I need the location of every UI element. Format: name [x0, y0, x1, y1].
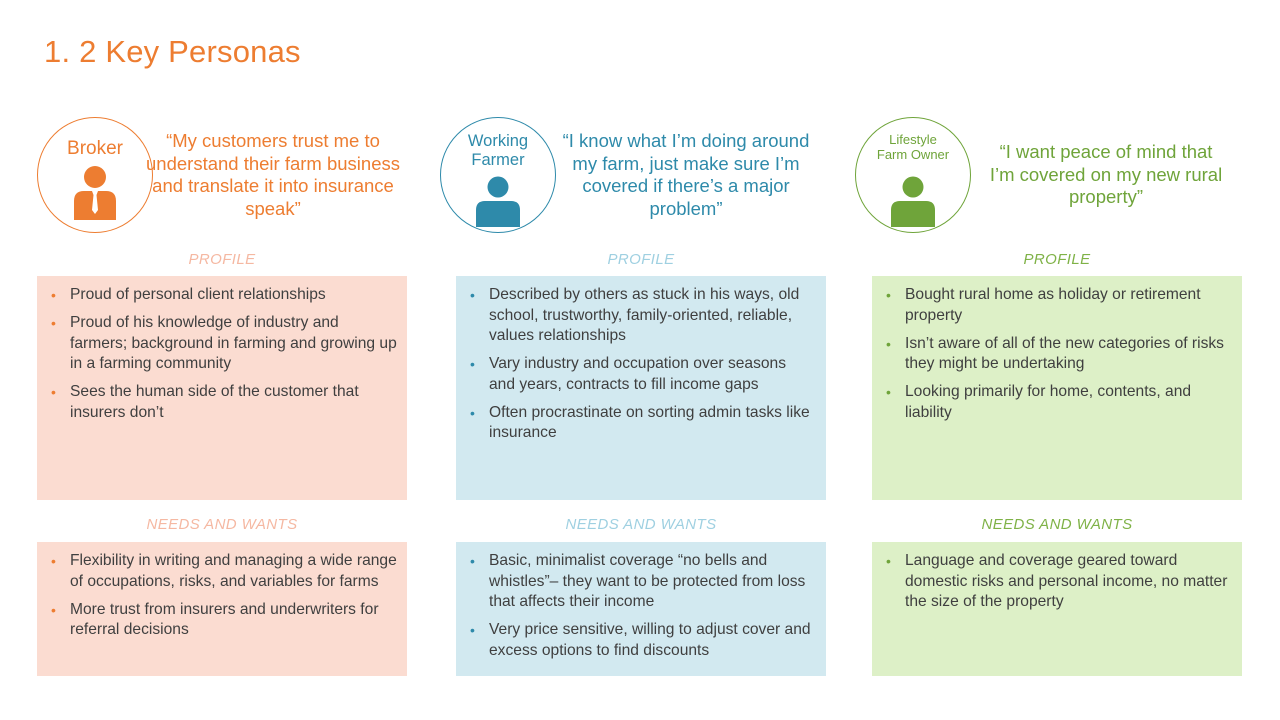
- list-item: • Very price sensitive, willing to adjust cover and excess options to find discounts: [470, 621, 811, 659]
- farmer-needs-box: [456, 542, 826, 676]
- farmer-avatar-circle: [440, 117, 556, 233]
- farmer-profile-box: [456, 276, 826, 500]
- broker-profile-label: PROFILE: [188, 251, 256, 268]
- lifestyle-quote: “I want peace of mind that I’m covered on my new rural property”: [989, 141, 1223, 207]
- lifestyle-needs-label: NEEDS AND WANTS: [981, 516, 1133, 533]
- list-item: • Often procrastinate on sorting admin tasks like insurance: [470, 403, 810, 441]
- list-item: • Looking primarily for home, contents, and liability: [886, 383, 1192, 421]
- list-item: • Bought rural home as holiday or retirement property: [886, 286, 1201, 324]
- farmer-profile-label: PROFILE: [607, 251, 675, 268]
- persona-name-line2: Farmer: [471, 151, 525, 170]
- broker-needs-label: NEEDS AND WANTS: [146, 516, 298, 533]
- farmer-quote: “I know what I’m doing around my farm, just make sure I’m covered if there’s a major problem”: [562, 130, 810, 219]
- broker-needs-box: [37, 542, 407, 676]
- list-item: • Language and coverage geared toward domestic risks and personal income, no matter the size of the property: [886, 552, 1228, 610]
- broker-quote: “My customers trust me to understand their farm business and translate it into insurance speak”: [146, 130, 400, 219]
- list-item: • Flexibility in writing and managing a wide range of occupations, risks, and variables for farms: [51, 552, 397, 590]
- list-item: • More trust from insurers and underwriters for referral decisions: [51, 600, 379, 638]
- lifestyle-profile-label: PROFILE: [1023, 251, 1091, 268]
- person-icon: [890, 176, 936, 228]
- persona-name-line1: Working: [467, 132, 529, 150]
- broker-profile-box: [37, 276, 407, 500]
- page-title: 1. 2 Key Personas: [44, 34, 301, 69]
- broker-avatar-circle: [37, 117, 153, 233]
- persona-name: Broker: [67, 138, 123, 159]
- lifestyle-needs-box: [872, 542, 1242, 676]
- person-icon: [475, 176, 521, 228]
- list-item: • Sees the human side of the customer that insurers don’t: [51, 383, 359, 421]
- list-item: • Basic, minimalist coverage “no bells and whistles”– they want to be protected from loss that affects their income: [470, 552, 806, 610]
- list-item: • Described by others as stuck in his ways, old school, trustworthy, family-oriented, reliable, values relationships: [470, 286, 800, 344]
- persona-name-line1: Lifestyle: [889, 132, 937, 147]
- persona-name-line2: Farm Owner: [876, 147, 950, 163]
- list-item: • Vary industry and occupation over seasons and years, contracts to fill income gaps: [470, 355, 787, 393]
- farmer-needs-label: NEEDS AND WANTS: [565, 516, 717, 533]
- list-item: • Proud of personal client relationships: [51, 286, 326, 303]
- lifestyle-avatar-circle: [855, 117, 971, 233]
- lifestyle-profile-box: [872, 276, 1242, 500]
- list-item: • Proud of his knowledge of industry and farmers; background in farming and growing up in a farming community: [51, 314, 397, 372]
- person-tie-icon: [72, 165, 118, 221]
- list-item: • Isn’t aware of all of the new categories of risks they might be undertaking: [886, 334, 1224, 372]
